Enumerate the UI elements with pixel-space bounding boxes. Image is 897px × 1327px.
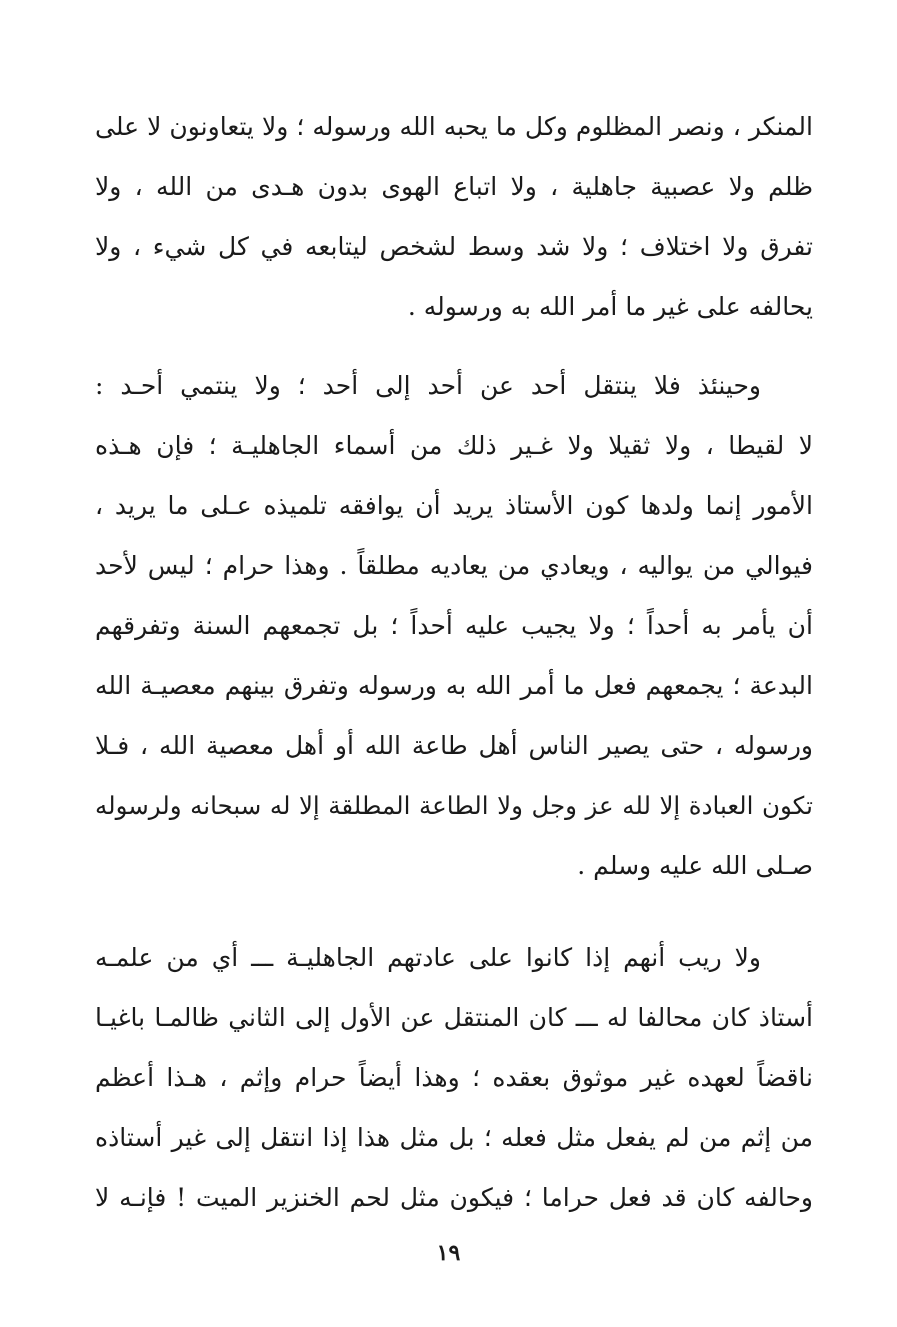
text-line: يحالفه على غير ما أمر الله به ورسوله . — [407, 292, 813, 321]
text-line: من إثم من لم يفعل مثل فعله ؛ بل مثل هذا إذا انتقل إلى غير أستاذه — [95, 1123, 813, 1152]
text-line: أن يأمر به أحداً ؛ ولا يجيب عليه أحداً ؛ بل تجمعهم السنة وتفرقهم — [95, 611, 813, 640]
page-number: ١٩ — [436, 1240, 461, 1266]
paragraph-2 — [95, 356, 813, 896]
text-line: المنكر ، ونصر المظلوم وكل ما يحبه الله ورسوله ؛ ولا يتعاونون لا على — [95, 112, 813, 141]
paragraph-1 — [95, 97, 813, 337]
text-line: ناقضاً لعهده غير موثوق بعقده ؛ وهذا أيضاً حرام وإثم ، هـذا أعظم — [95, 1063, 813, 1092]
text-line: تفرق ولا اختلاف ؛ ولا شد وسط لشخص ليتابعه في كل شيء ، ولا — [95, 232, 813, 261]
text-line: تكون العبادة إلا لله عز وجل ولا الطاعة المطلقة إلا له سبحانه ولرسوله — [95, 791, 813, 820]
text-line: لا لقيطا ، ولا ثقيلا ولا غـير ذلك من أسماء الجاهليـة ؛ فإن هـذه — [95, 431, 813, 460]
text-line: صـلى الله عليه وسلم . — [577, 851, 813, 880]
text-line: البدعة ؛ يجمعهم فعل ما أمر الله به ورسوله وتفرق بينهم معصيـة الله — [95, 671, 813, 700]
text-line: أستاذ كان محالفا له ـــ كان المنتقل عن الأول إلى الثاني ظالمـا باغيـا — [95, 1003, 813, 1032]
text-line: ولا ريب أنهم إذا كانوا على عادتهم الجاهليـة ـــ أي من علمـه — [95, 943, 761, 972]
text-line: وحينئذ فلا ينتقل أحد عن أحد إلى أحد ؛ ولا ينتمي أحـد : — [95, 371, 761, 400]
text-line: ورسوله ، حتى يصير الناس أهل طاعة الله أو أهل معصية الله ، فـلا — [95, 731, 813, 760]
text-line: الأمور إنما ولدها كون الأستاذ يريد أن يوافقه تلميذه عـلى ما يريد ، — [95, 491, 813, 520]
text-line: فيوالي من يواليه ، ويعادي من يعاديه مطلقاً . وهذا حرام ؛ ليس لأحد — [95, 551, 813, 580]
text-line: ظلم ولا عصبية جاهلية ، ولا اتباع الهوى بدون هـدى من الله ، ولا — [95, 172, 813, 201]
paragraph-3 — [95, 928, 813, 1228]
text-line: وحالفه كان قد فعل حراما ؛ فيكون مثل لحم الخنزير الميت ! فإنـه لا — [95, 1183, 813, 1212]
